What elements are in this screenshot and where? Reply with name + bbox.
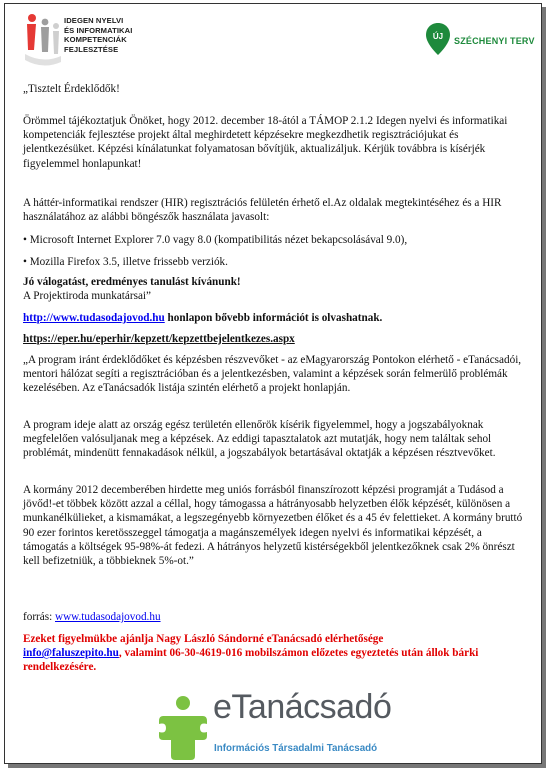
contact-line: [23, 646, 523, 674]
szechenyi-terv-logo: [425, 18, 550, 58]
recommend-line: Ezeket figyelmükbe ajánlja Nagy László Sándorné eTanácsadó elérhetősége: [23, 633, 384, 645]
intro-paragraph: Örömmel tájékoztatjuk Önöket, hogy 2012. december 18-ától a TÁMOP 2.1.2 Idegen nyelvi és informatikai kompetenciák fejlesztése projekt által meghirdetett képzésekre megkezdhetik regisztrációjukat és jelentkezésüket. Képzési kínálatunkat folyamatosan bővítjük, aktualizáljuk. Kérjük továbbra is kísérjék figyelemmel honlapunkat!: [23, 115, 508, 170]
quote-paragraph-2: A program ideje alatt az ország egész területén ellenőrök kísérik figyelemmel, hogy a jogszabályoknak megfelelően valósuljanak meg a képzések. Az eddigi tapasztalatok azt mutatják, hogy nem találtak sehol problémát, mindenütt fennakadások nélkül, a jogszabályok betartásával oktatják a képzésen résztvevőket.: [23, 419, 496, 460]
etanacsado-wordmark: eTanácsadó: [213, 688, 392, 726]
badge-text: ÚJ: [432, 32, 444, 41]
source-line: [23, 610, 523, 624]
logo-line: FEJLESZTÉSE: [64, 44, 119, 54]
source-label: forrás:: [23, 611, 55, 623]
etanacsado-subtitle: Információs Társadalmi Tanácsadó: [214, 743, 378, 754]
closing-wish: Jó válogatást, eredményes tanulást kívánunk!: [23, 276, 241, 288]
eper-line: [23, 332, 523, 346]
people-logo-icon: [23, 12, 63, 70]
email-link[interactable]: info@faluszepito.hu: [23, 647, 119, 659]
quote-paragraph-3: A kormány 2012 decemberében hirdette meg uniós forrásból finanszírozott képzési programját a Tudásod a jövőd!-et többek között azzal a céllal, hogy támogassa a hátrányosabb helyzetben élők képzését, különösen a munkanélkülieket, a kismamákat, a legszegényebb környezetben élőket és a 45 év felettieket. A kormány bruttó 90 ezer forintos keretösszeggel támogatja a magánszemélyek idegen nyelvi és informatikai képzését, a támogatás a költségek 95-98%-át fedezi. A hátrányos helyzetű kistérségekből jelentkezőknek csak 2% önrészt kell befizetniük, a többieknek 5%-ot.”: [23, 484, 523, 568]
logo-line: KOMPETENCIÁK: [64, 35, 127, 45]
eper-link[interactable]: https://eper.hu/eperhir/kepzett/kepzettbejelentkezes.aspx: [23, 333, 295, 345]
closing-signature: A Projektiroda munkatársai”: [23, 290, 152, 302]
browser-item: • Mozilla Firefox 3.5, illetve frissebb verziók.: [23, 256, 228, 268]
szechenyi-text: SZÉCHENYI TERV: [454, 36, 535, 46]
phone-text: , valamint 06-30-4619-016 mobilszámon előzetes egyeztetés után állok bárki rendelkezésére.: [23, 647, 479, 674]
szechenyi-badge-icon: [425, 22, 451, 56]
logo-line: IDEGEN NYELVI: [64, 16, 124, 25]
source-link[interactable]: www.tudasodajovod.hu: [55, 611, 161, 623]
browser-item: • Microsoft Internet Explorer 7.0 vagy 8.0 (kompatibilitás nézet bekapcsolásával 9.0),: [23, 234, 408, 246]
site-info-text: honlapon bővebb információt is olvashatnak.: [164, 312, 383, 324]
project-logo: [23, 12, 173, 72]
site-info-line: [23, 311, 523, 325]
tudasodajovod-link[interactable]: http://www.tudasodajovod.hu: [23, 312, 165, 324]
etanacsado-logo: [155, 688, 415, 764]
greeting: „Tisztelt Érdeklődők!: [23, 83, 120, 95]
puzzle-person-icon: [155, 694, 211, 762]
logo-line: ÉS INFORMATIKAI: [64, 25, 133, 35]
hir-paragraph: A háttér-informatikai rendszer (HIR) regisztrációs felületén érhető el.Az oldalak megtekintéséhez és a HIR használatához az alábbi böngészők használata javasolt:: [23, 197, 502, 224]
document-page: [4, 3, 542, 764]
project-logo-text: [64, 16, 132, 54]
quote-paragraph-1: „A program iránt érdeklődőket és képzésben részvevőket - az eMagyarország Pontokon elérhető - eTanácsadói, mentori hálózat segíti a regisztrációban és a jelentkezésben, valamint a képzések során felmerülő problémák kezelésében. Az eTanácsadók listája szintén elérhető a projekt honlapján.: [23, 354, 522, 395]
